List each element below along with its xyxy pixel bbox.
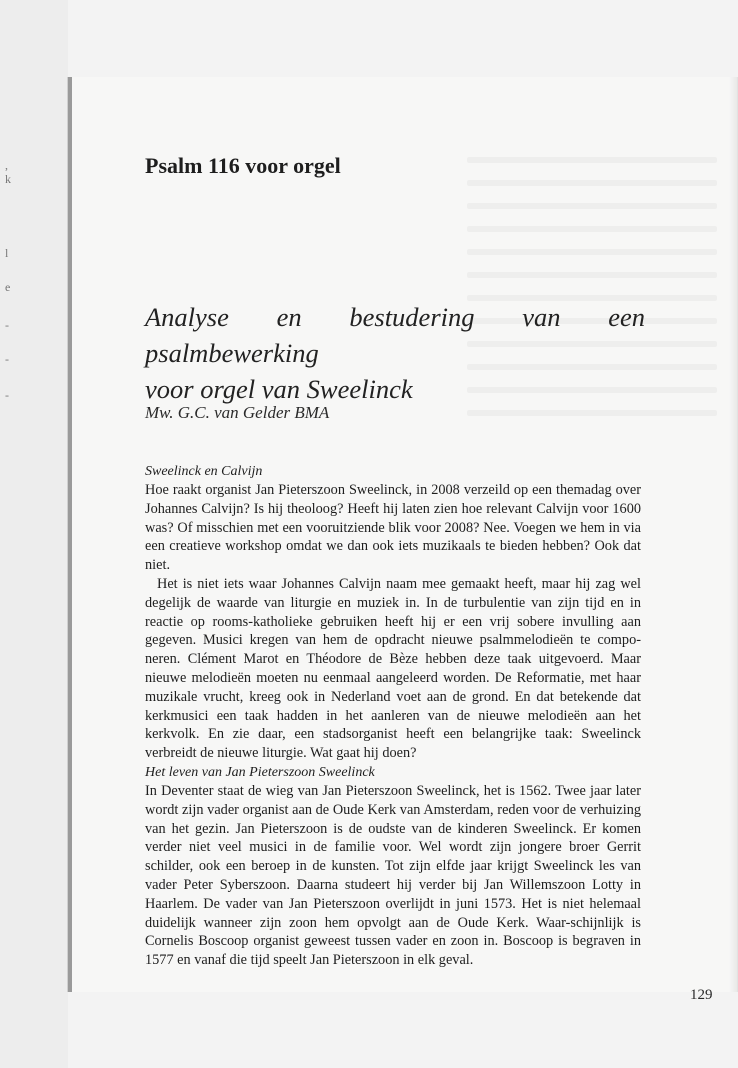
author-byline: Mw. G.C. van Gelder BMA bbox=[145, 403, 330, 422]
book-page bbox=[68, 77, 737, 1003]
page-title: Psalm 116 voor orgel bbox=[145, 153, 341, 178]
article-subtitle bbox=[145, 299, 645, 407]
page-number: 129 bbox=[690, 987, 713, 1003]
margin-mark: - bbox=[5, 388, 9, 402]
margin-mark: , bbox=[5, 158, 8, 172]
margin-mark: - bbox=[5, 352, 9, 366]
section-heading: Sweelinck en Calvijn bbox=[145, 464, 263, 479]
margin-mark: k bbox=[5, 172, 11, 186]
margin-mark: - bbox=[5, 318, 9, 332]
paragraph: Het is niet iets waar Johannes Calvijn naam mee gemaakt heeft, maar hij zag wel degelijk de waarde van liturgie en muziek in. In de turbulentie van zijn tijd en in reactie op rooms-katholieke gebruiken heeft hij er een vrij sobere invulling aan gegeven. Musici kregen van hem de opdracht nieuwe psalmmelodieën te compo-neren. Clément Marot en Théodore de Bèze hebben deze taak uitgevoerd. Maar nieuwe melodieën moeten nu eenmaal aangeleerd worden. De Reformatie, met haar muzikale vrucht, kreeg ook in Nederland voet aan de grond. En dat betekende dat kerkmusici een taak hadden in het aanleren van de nieuwe melodieën aan het kerkvolk. En zie daar, een stadsorganist heeft een belangrijke taak: Sweelinck verbreidt de nieuwe liturgie. Wat gaat hij doen? bbox=[145, 575, 641, 762]
section-heading: Het leven van Jan Pieterszoon Sweelinck bbox=[145, 765, 375, 780]
subtitle-line: voor orgel van Sweelinck bbox=[145, 374, 413, 404]
subtitle-line: Analyse en bestudering van een psalmbewerking bbox=[145, 302, 645, 368]
paragraph: In Deventer staat de wieg van Jan Pieterszoon Sweelinck, het is 1562. Twee jaar later wordt zijn vader organist aan de Oude Kerk van Amsterdam, reden voor de verhuizing van het gezin. Jan Pieterszoon is de oudste van de kinderen Sweelinck. Er komen verder niet veel musici in de familie voor. Wel wordt zijn jongere broer Gerrit schilder, ook een beroep in de kunsten. Tot zijn elfde jaar krijgt Sweelinck les van vader Peter Syberszoon. Daarna studeert hij verder bij Jan Willemszoon Lotty in Haarlem. De vader van Jan Pieterszoon overlijdt in juni 1573. Het is niet helemaal duidelijk wanneer zijn zoon hem opvolgt aan de Oude Kerk. Waar-schijnlijk is Cornelis Boscoop organist geweest tussen vader en zoon in. Boscoop is begraven in 1577 en vanaf die tijd speelt Jan Pieterszoon in elk geval. bbox=[145, 783, 641, 969]
section-sweelinck-en-calvijn bbox=[145, 463, 641, 763]
margin-mark: l bbox=[5, 246, 9, 260]
previous-page-edge bbox=[0, 0, 68, 1068]
page-edge-shadow bbox=[729, 77, 737, 992]
margin-mark: e bbox=[5, 280, 11, 294]
paragraph: Hoe raakt organist Jan Pieterszoon Sweelinck, in 2008 verzeild op een themadag over Johannes Calvijn? Is hij theoloog? Heeft hij laten zien hoe relevant Calvijn voor 1600 was? Of misschien met een vooruitziende blik voor 2008? Nee. Voegen we hem in via een creatieve workshop omdat we dan ook iets muzikaals te bieden hebben? Ook dat niet. bbox=[145, 482, 641, 574]
section-het-leven bbox=[145, 764, 641, 970]
